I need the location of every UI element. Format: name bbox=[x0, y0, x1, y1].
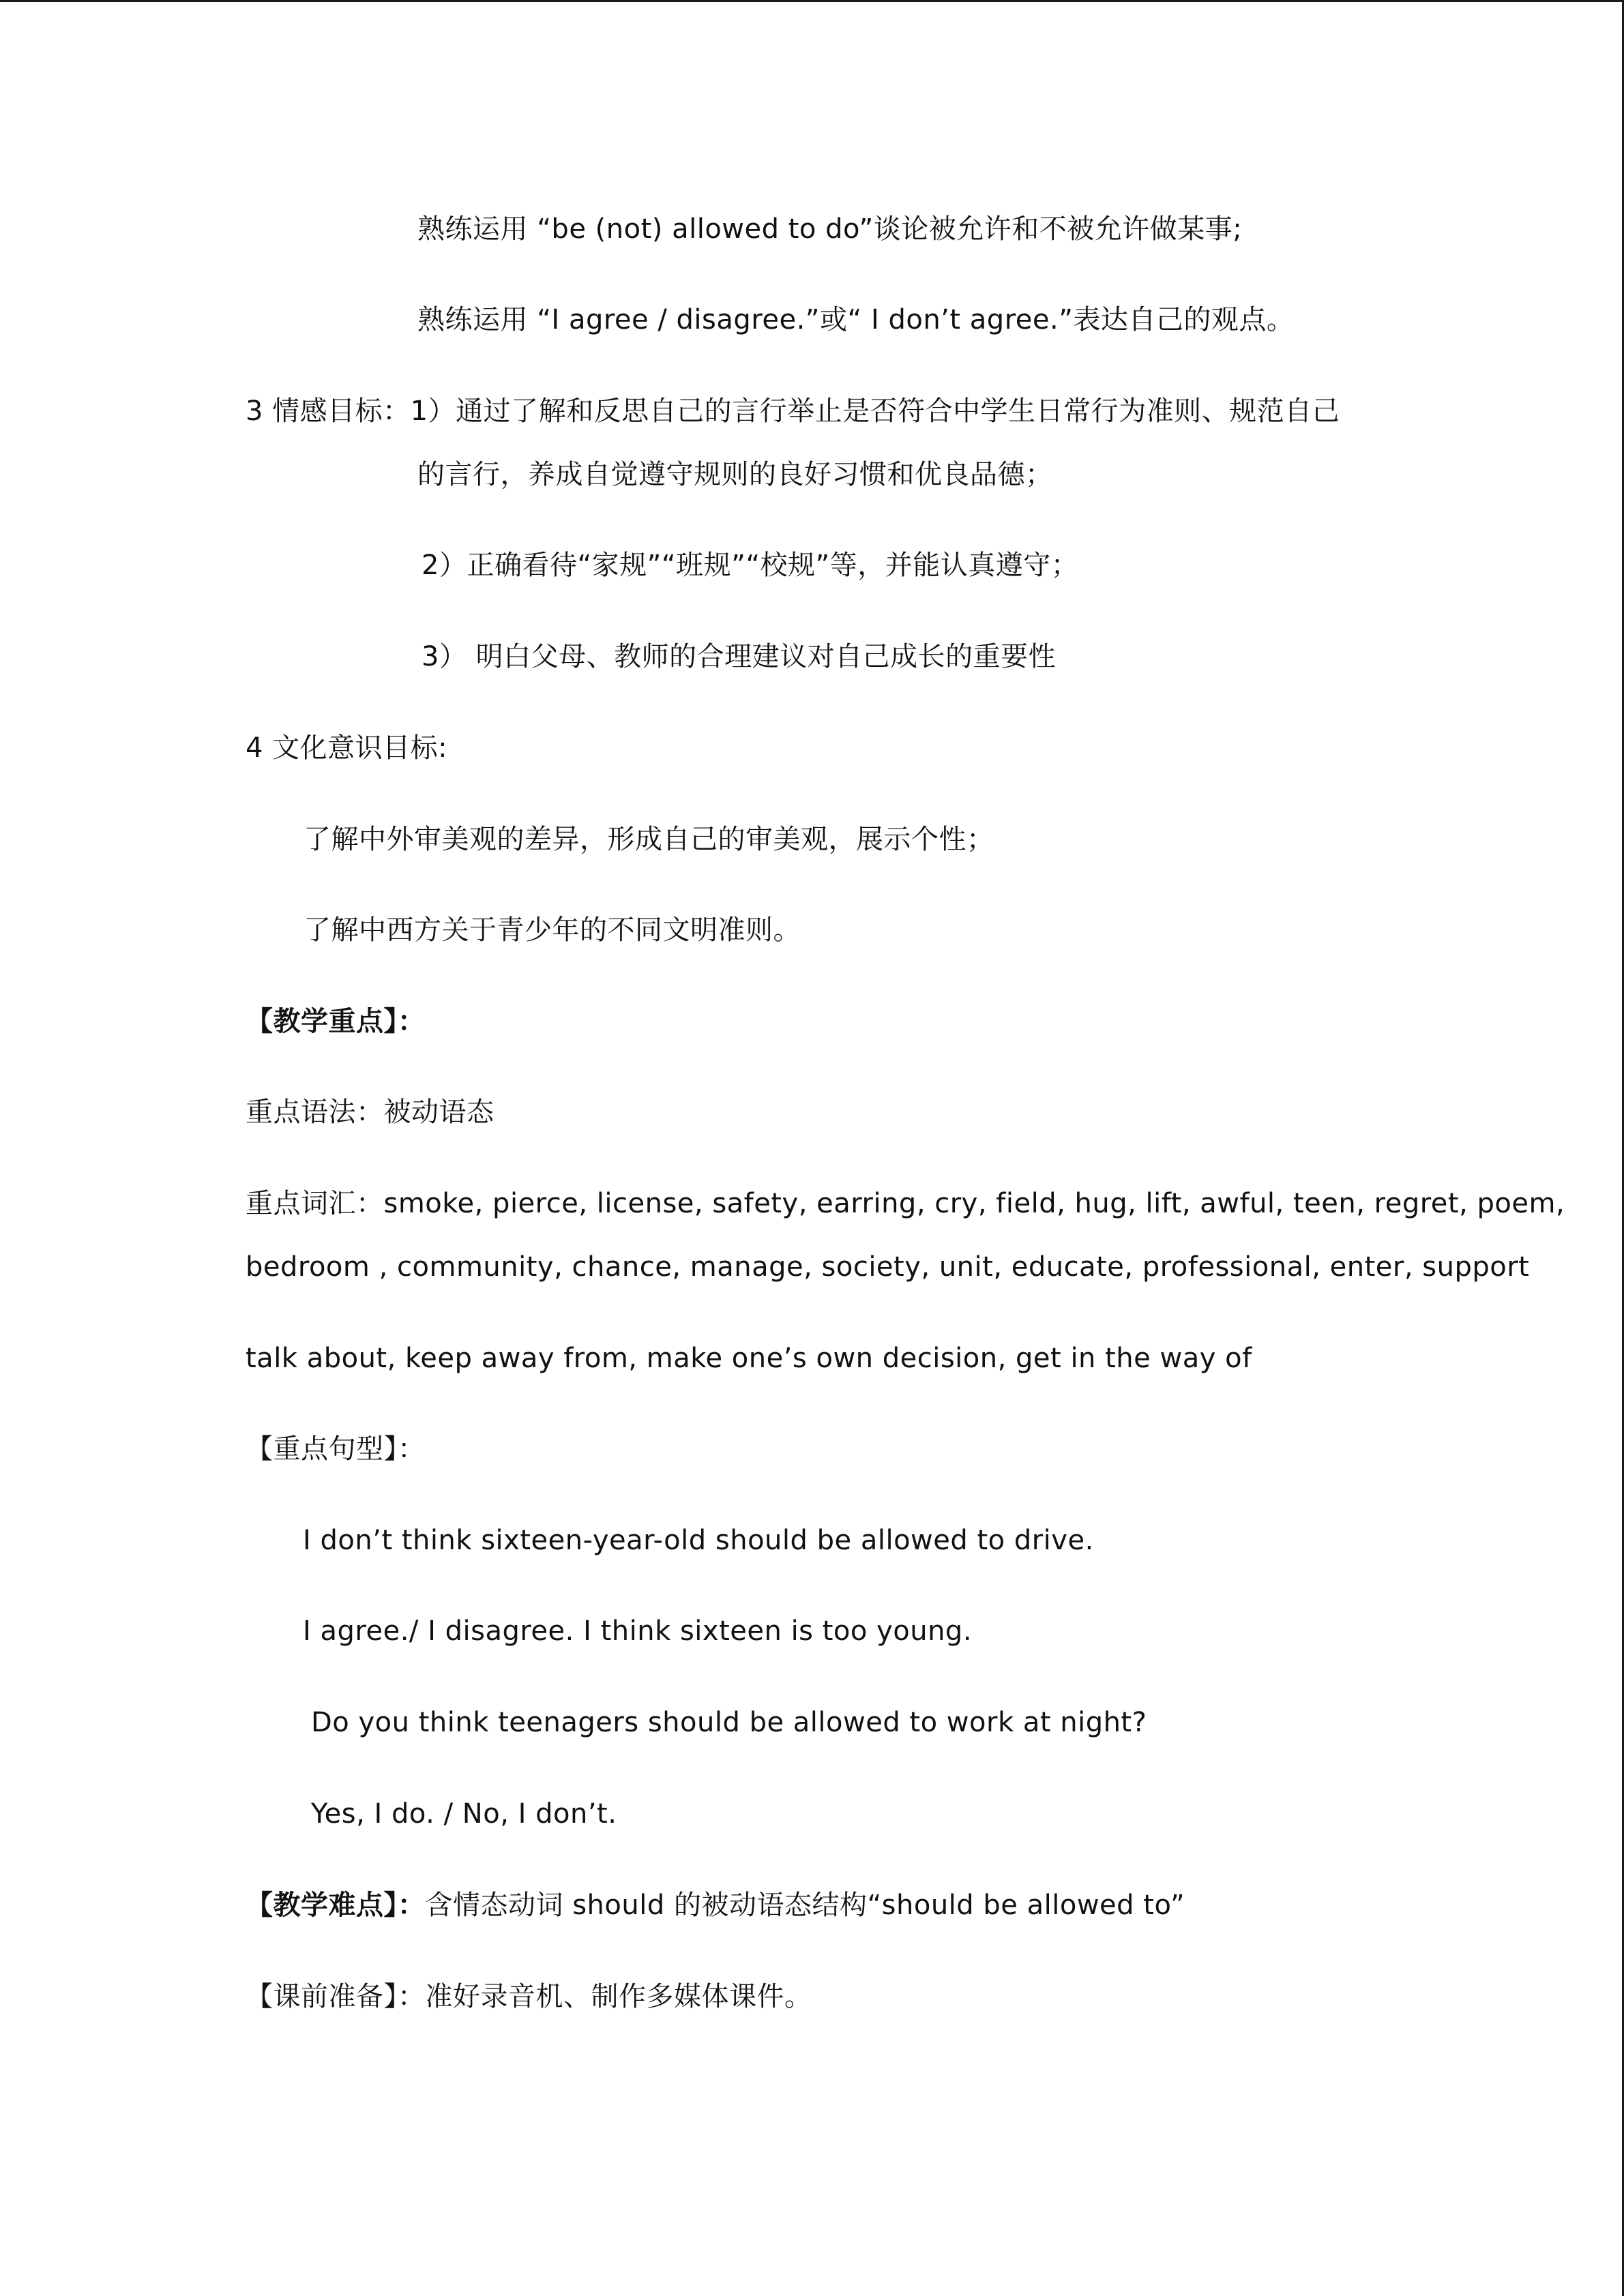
culture-objective-1: 了解中外审美观的差异，形成自己的审美观，展示个性； bbox=[304, 824, 994, 855]
key-grammar: 重点语法：被动语态 bbox=[246, 1097, 494, 1128]
skill-objective-2: 熟练运用 “I agree / disagree.”或“ I don’t agree.”表达自己的观点。 bbox=[417, 304, 1295, 336]
key-phrases: talk about, keep away from, make one’s own decision, get in the way of bbox=[246, 1343, 1252, 1374]
difficulty-text: 含情态动词 should 的被动语态结构“should be allowed to” bbox=[425, 1890, 1185, 1921]
key-vocabulary-line-1: 重点词汇：smoke, pierce, license, safety, earring, cry, field, hug, lift, awful, teen, regret, poem, bbox=[246, 1188, 1565, 1219]
key-sentence-2: I agree./ I disagree. I think sixteen is too young. bbox=[303, 1615, 973, 1647]
emotion-objective-1a: 1）通过了解和反思自己的言行举止是否符合中学生日常行为准则、规范自己 bbox=[410, 396, 1340, 427]
key-sentence-3: Do you think teenagers should be allowed to work at night? bbox=[311, 1707, 1147, 1738]
emotion-objective-1b: 的言行，养成自觉遵守规则的良好习惯和优良品德； bbox=[417, 459, 1053, 490]
preparation-heading: 【课前准备】： bbox=[246, 1981, 426, 2012]
key-points-heading: 【教学重点】： bbox=[246, 1006, 426, 1037]
key-sentences-heading: 【重点句型】： bbox=[246, 1433, 426, 1465]
emotion-objective-label: 3 情感目标： bbox=[246, 396, 411, 427]
emotion-objective-3: 3） 明白父母、教师的合理建议对自己成长的重要性 bbox=[422, 641, 1057, 672]
difficulty-line bbox=[246, 1886, 1185, 1924]
skill-objective-1: 熟练运用 “be (not) allowed to do”谈论被允许和不被允许做某事; bbox=[417, 213, 1243, 245]
preparation-line bbox=[246, 1978, 812, 2016]
culture-objective-label: 4 文化意识目标: bbox=[246, 732, 448, 764]
page-top-border bbox=[0, 0, 1624, 2]
key-vocabulary-line-2: bedroom , community, chance, manage, society, unit, educate, professional, enter, support bbox=[246, 1251, 1530, 1283]
emotion-objective-2: 2）正确看待“家规”“班规”“校规”等，并能认真遵守； bbox=[422, 550, 1079, 581]
emotion-objective-line-1 bbox=[246, 392, 1340, 430]
culture-objective-2: 了解中西方关于青少年的不同文明准则。 bbox=[304, 914, 801, 946]
key-sentence-1: I don’t think sixteen-year-old should be allowed to drive. bbox=[303, 1525, 1094, 1556]
key-sentence-4: Yes, I do. / No, I don’t. bbox=[311, 1798, 617, 1830]
preparation-text: 准好录音机、制作多媒体课件。 bbox=[425, 1981, 812, 2012]
difficulty-heading: 【教学难点】： bbox=[246, 1890, 426, 1921]
